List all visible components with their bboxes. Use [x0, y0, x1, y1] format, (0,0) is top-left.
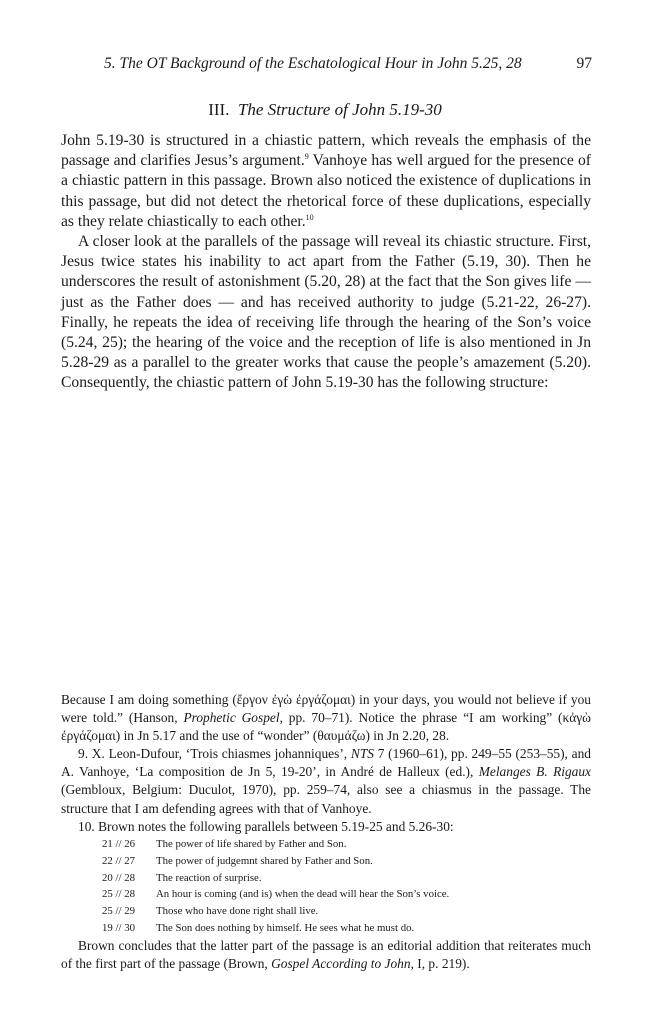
parallel-item: [102, 870, 591, 887]
parallel-ref: 20 // 28: [102, 871, 135, 884]
footnote-ref-10[interactable]: 10: [305, 212, 314, 222]
parallel-item: [102, 886, 591, 903]
paragraph-1-text-a: John 5.19-30 is structured in a chiastic pattern, which reveals the emphasis of the passage and clarifies Jesus’s argument.: [61, 132, 591, 170]
footnote-10-conclusion-b: , I, p. 219).: [410, 956, 470, 972]
footnote-9-text-a: X. Leon-Dufour, ‘Trois chiasmes johanniques’,: [88, 746, 351, 762]
page-number: 97: [576, 55, 592, 72]
parallel-text: Those who have done right shall live.: [156, 905, 319, 918]
footnote-9-text-b: 7 (1960–61), pp. 249–55 (253–55), and A. Vanhoye, ‘La composition de Jn 5, 19-20’, in André de Halleux (ed.),: [61, 746, 591, 780]
footnote-10-text: Brown notes the following parallels between 5.19-25 and 5.26-30:: [94, 818, 454, 834]
parallel-ref: 19 // 30: [102, 922, 135, 935]
parallel-text: An hour is coming (and is) when the dead will hear the Son’s voice.: [156, 888, 450, 901]
parallel-ref: 25 // 29: [102, 905, 135, 918]
footnote-9-journal: NTS: [350, 746, 374, 762]
parallel-text: The Son does nothing by himself. He sees what he must do.: [156, 922, 415, 935]
parallel-ref: 22 // 27: [102, 854, 135, 867]
running-header: [104, 55, 592, 73]
footnote-cont-text-a: Because I am doing something (ἔργον ἐγὼ ἐργάζομαι) in your days, you would not believe if you were told.” (Hanson,: [61, 692, 591, 726]
footnote-9: [61, 745, 591, 817]
footnote-9-number: 9.: [78, 746, 89, 762]
footnote-10: [61, 818, 591, 836]
parallel-ref: 25 // 28: [102, 888, 135, 901]
paragraph-1: [61, 131, 591, 232]
footnotes: [61, 691, 591, 973]
section-title: The Structure of John 5.19-30: [237, 100, 442, 119]
parallel-text: The reaction of surprise.: [156, 871, 262, 884]
parallel-text: The power of life shared by Father and Son.: [156, 837, 347, 850]
parallel-item: [102, 903, 591, 920]
parallel-item: [102, 836, 591, 853]
section-heading: [0, 100, 650, 120]
parallels-list: [102, 836, 591, 937]
footnote-10-book: Gospel According to John: [271, 956, 411, 972]
footnote-9-text-c: (Gembloux, Belgium: Duculot, 1970), pp. 259–74, also see a chiasmus in the passage. The structure that I am defending agrees with that of Vanhoye.: [61, 782, 591, 816]
footnote-10-conclusion: [61, 937, 591, 973]
paragraph-1-text-b: Vanhoye has well argued for the presence of a chiastic pattern in this passage. Brown also noticed the existence of duplications in this passage, but did not detect the rhetorical force of these duplications, especially as they relate chiastically to each other.: [61, 152, 591, 230]
footnote-continued: [61, 691, 591, 745]
footnote-10-conclusion-a: Brown concludes that the latter part of the passage is an editorial addition that reiterates much of the first part of the passage (Brown,: [61, 938, 591, 972]
footnote-ref-9[interactable]: 9: [304, 152, 309, 162]
section-numeral: III.: [208, 100, 230, 119]
parallel-item: [102, 853, 591, 870]
paragraph-2: A closer look at the parallels of the passage will reveal its chiastic structure. First, Jesus twice states his inability to act apart from the Father (5.19, 30). Then he underscores the result of astonishment (5.20, 28) at the fact that the Son gives life — just as the Father does — and has received authority to judge (5.21-22, 26-27). Finally, he repeats the idea of receiving life through the hearing of the Son’s voice (5.24, 25); the hearing of the voice and the reception of life is also mentioned in Jn 5.28-29 as a parallel to the greater works that cause the people’s amazement (5.20). Consequently, the chiastic pattern of John 5.19-30 has the following structure:: [61, 233, 591, 392]
footnote-cont-title: Prophetic Gospel: [183, 710, 280, 726]
footnote-9-book: Melanges B. Rigaux: [478, 764, 592, 780]
footnote-10-number: 10.: [78, 818, 95, 834]
parallel-ref: 21 // 26: [102, 837, 135, 850]
main-text: [61, 131, 591, 394]
footnote-cont-text-b: , pp. 70–71). Notice the phrase “I am working” (κἀγὼ ἐργάζομαι) in Jn 5.17 and the use of “wonder” (θαυμάζω) in Jn 2.20, 28.: [61, 710, 591, 744]
parallel-text: The power of judgemnt shared by Father and Son.: [156, 854, 373, 867]
parallel-item: [102, 920, 591, 937]
running-title: 5. The OT Background of the Eschatological Hour in John 5.25, 28: [104, 55, 522, 72]
